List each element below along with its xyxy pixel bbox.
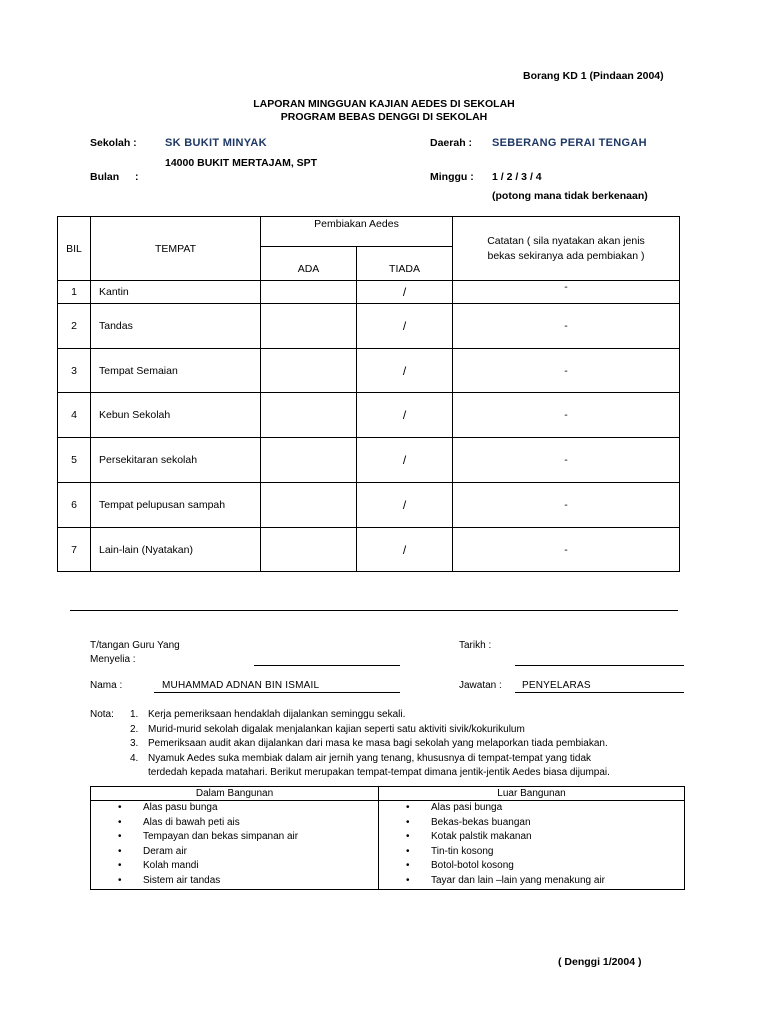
note-text-continued: terdedah kepada matahari. Berikut merupakan tempat-tempat dimana jentik-jentik Aedes biasa dijumpai. xyxy=(148,767,610,779)
week-note: (potong mana tidak berkenaan) xyxy=(492,190,648,202)
row-ada xyxy=(261,304,357,349)
inside-list xyxy=(91,801,379,890)
breeding-places-table xyxy=(90,786,685,890)
report-subtitle: PROGRAM BEBAS DENGGI DI SEKOLAH xyxy=(280,111,488,123)
row-bil: 2 xyxy=(58,304,91,349)
col-header-bil: BIL xyxy=(58,217,91,281)
school-label: Sekolah : xyxy=(90,137,137,149)
table-row xyxy=(58,438,680,483)
table-row xyxy=(58,393,680,438)
post-value: PENYELARAS xyxy=(522,680,591,691)
list-item: • Deram air xyxy=(91,845,378,860)
row-tiada: / xyxy=(357,438,453,483)
list-item: • Tempayan dan bekas simpanan air xyxy=(91,830,378,845)
table-row xyxy=(58,281,680,304)
list-item: • Alas di bawah peti ais xyxy=(91,816,378,831)
row-ada xyxy=(261,281,357,304)
post-label: Jawatan : xyxy=(459,680,502,691)
footer-reference: ( Denggi 1/2004 ) xyxy=(558,956,642,968)
signature-label-line2: Menyelia : xyxy=(90,654,136,665)
note-text: Murid-murid sekolah digalak menjalankan kajian seperti satu aktiviti sivik/kokurikulum xyxy=(148,723,525,735)
note-number: 2. xyxy=(130,723,139,735)
note-number: 4. xyxy=(130,752,139,764)
row-catatan: - xyxy=(453,349,680,393)
row-ada xyxy=(261,483,357,528)
list-item: • Botol-botol kosong xyxy=(379,859,684,874)
row-tiada: / xyxy=(357,349,453,393)
row-tempat: Tempat Semaian xyxy=(91,349,261,393)
list-item: • Kotak palstik makanan xyxy=(379,830,684,845)
row-tempat: Tempat pelupusan sampah xyxy=(91,483,261,528)
school-name: SK BUKIT MINYAK xyxy=(165,137,267,149)
row-tiada: / xyxy=(357,528,453,572)
row-tempat: Tandas xyxy=(91,304,261,349)
row-tiada: / xyxy=(357,393,453,438)
list-item: • Kolah mandi xyxy=(91,859,378,874)
note-text: Kerja pemeriksaan hendaklah dijalankan seminggu sekali. xyxy=(148,709,406,720)
month-label: Bulan xyxy=(90,171,120,183)
week-label: Minggu : xyxy=(430,171,474,183)
date-label: Tarikh : xyxy=(459,640,492,651)
notes-label: Nota: xyxy=(90,709,114,720)
signature-line[interactable] xyxy=(254,665,400,666)
list-item: • Sistem air tandas xyxy=(91,874,378,889)
row-bil: 3 xyxy=(58,349,91,393)
section-divider xyxy=(70,610,678,611)
form-reference: Borang KD 1 (Pindaan 2004) xyxy=(523,70,664,82)
col-header-pembiakan: Pembiakan Aedes xyxy=(261,217,453,247)
school-address: 14000 BUKIT MERTAJAM, SPT xyxy=(165,157,318,169)
row-bil: 7 xyxy=(58,528,91,572)
row-tempat: Kebun Sekolah xyxy=(91,393,261,438)
date-line[interactable] xyxy=(515,665,684,666)
month-colon: : xyxy=(135,171,139,183)
row-ada xyxy=(261,393,357,438)
name-line xyxy=(154,692,400,693)
row-bil: 4 xyxy=(58,393,91,438)
week-options: 1 / 2 / 3 / 4 xyxy=(492,171,542,183)
list-item: • Tin-tin kosong xyxy=(379,845,684,860)
post-line xyxy=(515,692,684,693)
district-name: SEBERANG PERAI TENGAH xyxy=(492,137,647,149)
col-header-ada: ADA xyxy=(261,247,357,281)
outside-header: Luar Bangunan xyxy=(379,787,685,801)
row-tiada: / xyxy=(357,281,453,304)
row-tiada: / xyxy=(357,304,453,349)
col-header-tempat: TEMPAT xyxy=(91,217,261,281)
row-catatan: - xyxy=(453,304,680,349)
col-header-tiada: TIADA xyxy=(357,247,453,281)
list-item: • Alas pasi bunga xyxy=(379,801,684,816)
list-item: • Bekas-bekas buangan xyxy=(379,816,684,831)
row-tiada: / xyxy=(357,483,453,528)
inspection-table xyxy=(57,216,680,572)
row-bil: 5 xyxy=(58,438,91,483)
note-number: 3. xyxy=(130,738,139,750)
list-item: • Tayar dan lain –lain yang menakung air xyxy=(379,874,684,889)
notes-section xyxy=(90,708,610,781)
inside-header: Dalam Bangunan xyxy=(91,787,379,801)
row-catatan: - xyxy=(453,483,680,528)
row-tempat: Kantin xyxy=(91,281,261,304)
row-catatan: - xyxy=(453,528,680,572)
note-text: Nyamuk Aedes suka membiak dalam air jernih yang tenang, khususnya di tempat-tempat yang tidak xyxy=(148,752,592,764)
list-item: • Alas pasu bunga xyxy=(91,801,378,816)
row-catatan: - xyxy=(453,281,680,304)
row-ada xyxy=(261,349,357,393)
row-bil: 1 xyxy=(58,281,91,304)
row-catatan: - xyxy=(453,393,680,438)
name-label: Nama : xyxy=(90,680,123,691)
signature-label-line1: T/tangan Guru Yang xyxy=(90,640,180,651)
note-number: 1. xyxy=(130,709,139,720)
col-header-catatan: Catatan ( sila nyatakan akan jenis bekas sekiranya ada pembiakan ) xyxy=(453,217,680,281)
district-label: Daerah : xyxy=(430,137,473,149)
note-text: Pemeriksaan audit akan dijalankan dari masa ke masa bagi sekolah yang melaporkan tiada pembiakan. xyxy=(148,738,608,750)
report-title: LAPORAN MINGGUAN KAJIAN AEDES DI SEKOLAH xyxy=(253,98,515,110)
outside-list xyxy=(379,801,685,890)
row-bil: 6 xyxy=(58,483,91,528)
row-ada xyxy=(261,528,357,572)
table-row xyxy=(58,349,680,393)
table-row xyxy=(58,304,680,349)
table-row xyxy=(58,528,680,572)
row-tempat: Lain-lain (Nyatakan) xyxy=(91,528,261,572)
table-row xyxy=(58,483,680,528)
row-catatan: - xyxy=(453,438,680,483)
row-tempat: Persekitaran sekolah xyxy=(91,438,261,483)
row-ada xyxy=(261,438,357,483)
name-value: MUHAMMAD ADNAN BIN ISMAIL xyxy=(162,680,320,691)
